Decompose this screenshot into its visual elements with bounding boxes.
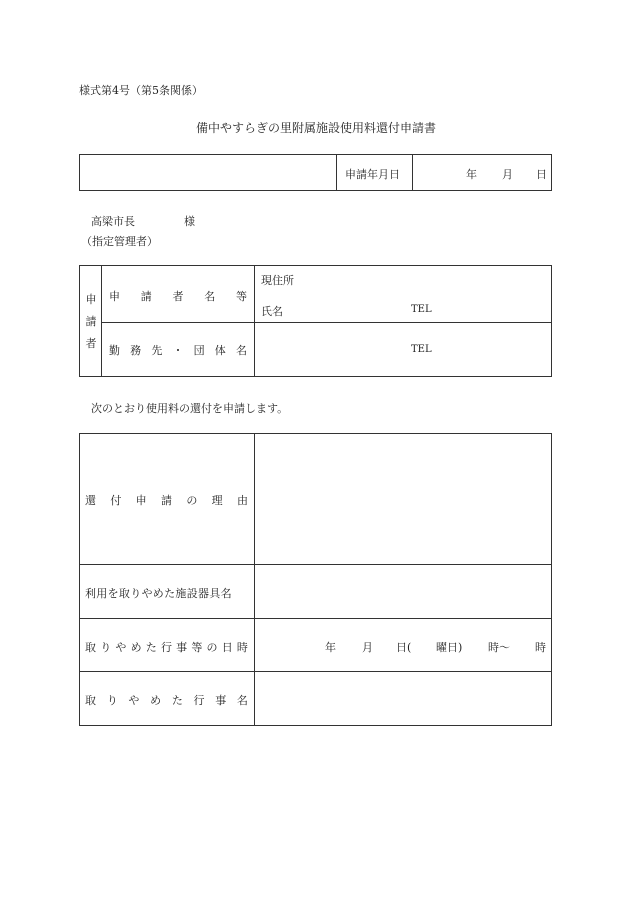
datetime-from-unit: 時〜	[488, 641, 510, 654]
organization-field[interactable]	[255, 323, 551, 376]
date-year-unit: 年	[466, 168, 477, 181]
datetime-day-unit: 日(	[396, 641, 412, 654]
applicant-side-label: 申 請 者	[85, 293, 97, 350]
datetime-year-unit: 年	[325, 641, 336, 654]
datetime-month-unit: 月	[362, 641, 373, 654]
form-number: 様式第4号（第5条関係）	[79, 84, 203, 97]
cancelled-event-name-label: 取 り や め た 行 事 名	[85, 694, 248, 707]
date-month-unit: 月	[502, 168, 513, 181]
refund-reason-field[interactable]	[255, 434, 551, 563]
name-field-label: 氏名	[261, 305, 283, 318]
intro-statement: 次のとおり使用料の還付を申請します。	[91, 402, 289, 415]
cancelled-facility-field[interactable]	[255, 565, 551, 617]
applicant-address-field[interactable]	[255, 266, 551, 294]
document-title: 備中やすらぎの里附属施設使用料還付申請書	[196, 121, 437, 135]
organization-label: 勤 務 先 ・ 団 体 名	[109, 344, 247, 357]
addressee-mayor: 高梁市長	[91, 215, 135, 228]
applicant-name-field[interactable]	[255, 294, 551, 321]
applicant-name-label: 申 請 者 名 等	[109, 290, 247, 303]
cancelled-event-datetime-label: 取 り や め た 行 事 等 の 日 時	[85, 641, 248, 654]
addressee-honorific: 様	[184, 215, 195, 228]
applicant-table	[79, 265, 552, 377]
addressee-designated-manager: （指定管理者）	[81, 235, 158, 248]
date-day-unit: 日	[536, 168, 547, 181]
cancelled-facility-label: 利用を取りやめた施設器具名	[85, 587, 232, 600]
cancelled-event-datetime-field[interactable]	[255, 619, 551, 670]
application-date-field[interactable]	[413, 155, 551, 190]
tel-label-1: TEL	[411, 304, 432, 315]
refund-reason-label: 還 付 申 請 の 理 由	[85, 494, 248, 507]
application-name-field[interactable]	[80, 155, 335, 190]
tel-label-2: TEL	[411, 344, 432, 355]
datetime-to-unit: 時	[535, 641, 546, 654]
cancelled-event-name-field[interactable]	[255, 672, 551, 725]
date-row-table	[79, 154, 552, 191]
details-table	[79, 433, 552, 726]
address-label: 現住所	[261, 274, 294, 287]
datetime-weekday-unit: 曜日)	[436, 641, 463, 654]
application-date-label: 申請年月日	[345, 168, 400, 181]
